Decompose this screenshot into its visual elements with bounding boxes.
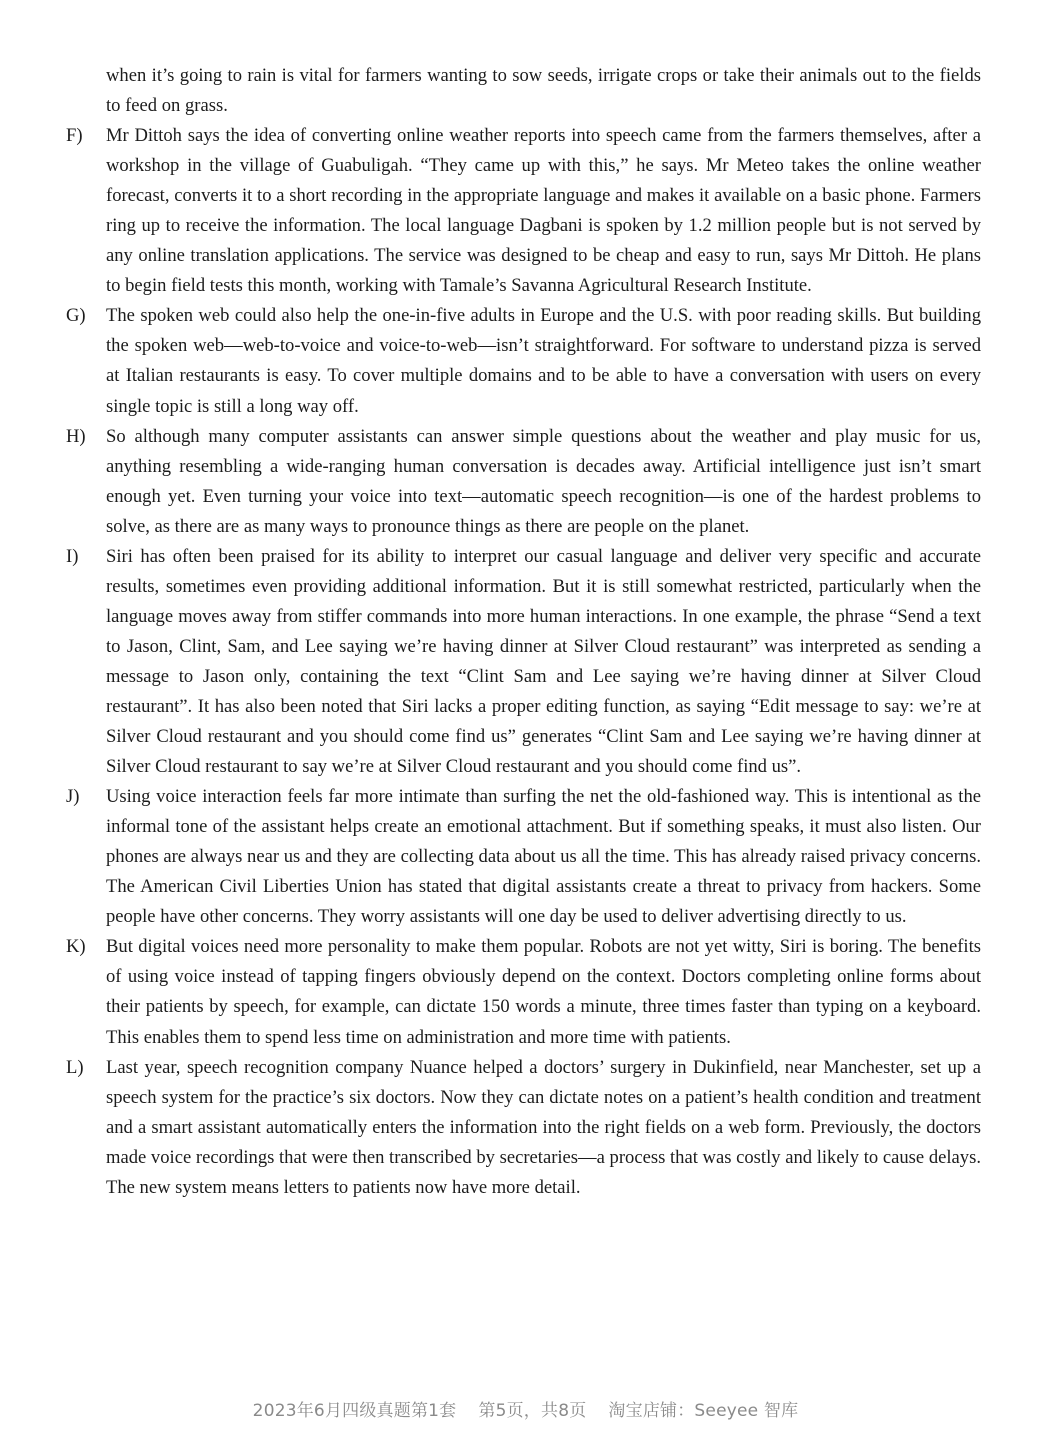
paragraph-label-h: H) (66, 425, 86, 447)
footer-exam-title: 2023年6月四级真题第1套 (252, 1401, 457, 1421)
paragraph-text-f: Mr Dittoh says the idea of converting online weather reports into speech came from the farmers themselves, after a workshop in the village of Guabuligah. “They came up with this,” he says. Mr Meteo takes the online weather forecast, converts it to a short recording in the appropriate language and makes it available on a basic phone. Farmers ring up to receive the information. The local language Dagbani is spoken by 1.2 million people but is not served by any online translation applications. The service was designed to be cheap and easy to run, says Mr Dittoh. He plans to begin field tests this month, working with Tamale’s Savanna Agricultural Research Institute. (106, 125, 981, 297)
paragraph-text-k: But digital voices need more personality to make them popular. Robots are not yet witty, Siri is boring. The benefits of using voice instead of tapping fingers obviously depend on the context. Doctors completing online forms about their patients by speech, for example, can dictate 150 words a minute, three times faster than typing on a keyboard. This enables them to spend less time on administration and more time with patients. (106, 936, 981, 1048)
paragraph-label-l: L) (66, 1056, 84, 1078)
paragraph-label-i: I) (66, 545, 79, 567)
paragraph-text-l: Last year, speech recognition company Nuance helped a doctors’ surgery in Dukinfield, near Manchester, set up a speech system for the practice’s six doctors. Now they can dictate notes on a patient’s health condition and treatment and a smart assistant automatically enters the information into the right fields on a web form. Previously, the doctors made voice recordings that were then transcribed by secretaries—a process that was costly and likely to cause delays. The new system means letters to patients now have more detail. (106, 1056, 981, 1198)
paragraph-l (66, 1053, 981, 1203)
paragraph-text-i: Siri has often been praised for its ability to interpret our casual language and deliver very specific and accurate results, sometimes even providing additional information. But it is still somewhat restricted, particularly when the language moves away from stiffer commands into more human interactions. In one example, the phrase “Send a text to Jason, Clint, Sam, and Lee saying we’re having dinner at Silver Cloud restaurant” was interpreted as sending a message to Jason only, containing the text “Clint Sam and Lee saying we’re having dinner at Silver Cloud restaurant”. It has also been noted that Siri lacks a proper editing function, as saying “Edit message to say: we’re at Silver Cloud restaurant and you should come find us” generates “Clint Sam and Lee saying we’re having dinner at Silver Cloud restaurant to say we’re at Silver Cloud restaurant and you should come find us”. (106, 545, 981, 778)
paragraph-label-k: K) (66, 936, 86, 958)
paragraph-g (66, 301, 981, 421)
paragraph-text-g: The spoken web could also help the one-in-five adults in Europe and the U.S. with poor reading skills. But building the spoken web—web-to-voice and voice-to-web—isn’t straightforward. For software to understand pizza is served at Italian restaurants is easy. To cover multiple domains and to be able to have a conversation with users on every single topic is still a long way off. (106, 305, 981, 417)
paragraph-text-h: So although many computer assistants can answer simple questions about the weather and play music for us, anything resembling a wide-ranging human conversation is decades away. Artificial intelligence just isn’t smart enough yet. Even turning your voice into text—automatic speech recognition—is one of the hardest problems to solve, as there are as many ways to pronounce things as there are people on the planet. (106, 425, 981, 537)
reading-passage (66, 61, 981, 1203)
page-footer (0, 1396, 1051, 1421)
lead-in-paragraph (66, 61, 981, 121)
footer-page-info: 第5页，共8页 (478, 1401, 587, 1421)
paragraph-i (66, 542, 981, 782)
paragraph-k (66, 932, 981, 1052)
footer-shop-name: 淘宝店铺：Seeyee 智库 (608, 1401, 799, 1421)
paragraph-h (66, 422, 981, 542)
paragraph-f (66, 121, 981, 301)
paragraph-label-j: J) (66, 786, 80, 808)
paragraph-text-j: Using voice interaction feels far more intimate than surfing the net the old-fashioned way. This is intentional as the informal tone of the assistant helps create an emotional attachment. But if something speaks, it must also listen. Our phones are always near us and they are collecting data about us all the time. This has already raised privacy concerns. The American Civil Liberties Union has stated that digital assistants create a threat to privacy from hackers. Some people have other concerns. They worry assistants will one day be used to deliver advertising directly to us. (106, 786, 981, 928)
paragraph-label-g: G) (66, 305, 86, 327)
lead-in-text: when it’s going to rain is vital for farmers wanting to sow seeds, irrigate crops or take their animals out to the fields to feed on grass. (106, 65, 981, 117)
paragraph-j (66, 782, 981, 932)
paragraph-label-f: F) (66, 125, 83, 147)
